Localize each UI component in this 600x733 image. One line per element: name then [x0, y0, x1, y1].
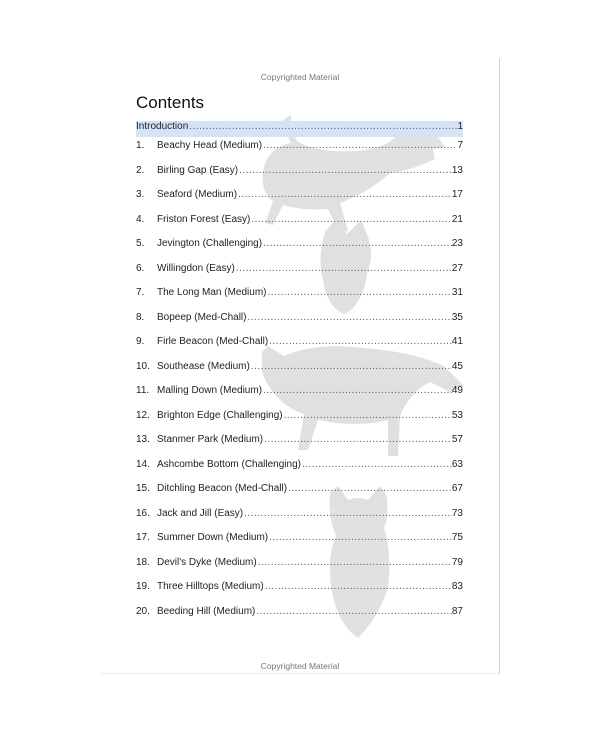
toc-entry-number: 1. — [136, 140, 145, 151]
toc-entry[interactable] — [136, 263, 463, 279]
toc-entry-label: Bopeep (Med-Chall) — [157, 311, 247, 323]
toc-page-number: 63 — [451, 458, 463, 470]
toc-dot-leader — [237, 189, 452, 200]
toc-dot-leader — [250, 361, 452, 372]
toc-entry[interactable] — [136, 459, 463, 475]
toc-dot-leader — [255, 606, 452, 617]
toc-dot-leader — [238, 165, 452, 176]
toc-entry[interactable] — [136, 189, 463, 205]
toc-entry[interactable] — [136, 434, 463, 450]
toc-entry-number: 3. — [136, 189, 145, 200]
toc-dot-leader — [268, 336, 452, 347]
toc-page-number: 41 — [451, 336, 463, 347]
toc-entry-label: Friston Forest (Easy) — [157, 213, 251, 225]
toc-entry-number: 14. — [136, 458, 150, 470]
toc-entry[interactable] — [136, 238, 463, 254]
toc-dot-leader — [262, 140, 457, 151]
toc-dot-leader — [301, 459, 452, 470]
toc-entry[interactable] — [136, 410, 463, 426]
toc-page-number: 7 — [457, 140, 463, 151]
toc-dot-leader — [262, 385, 452, 396]
toc-entry-number: 8. — [136, 311, 145, 323]
toc-entry-introduction[interactable] — [136, 121, 463, 137]
toc-page-number: 21 — [451, 213, 463, 225]
toc-page-number: 27 — [451, 262, 463, 274]
toc-dot-leader — [257, 557, 452, 568]
toc-dot-leader — [267, 287, 452, 298]
toc-entry-number: 19. — [136, 581, 150, 592]
toc-dot-leader — [188, 121, 457, 132]
toc-dot-leader — [283, 410, 452, 421]
toc-entry-label: Beeding Hill (Medium) — [157, 605, 256, 617]
toc-page-number: 57 — [451, 434, 463, 445]
toc-entry-label: Ashcombe Bottom (Challenging) — [157, 458, 301, 470]
toc-entry[interactable] — [136, 140, 463, 156]
toc-entry[interactable] — [136, 287, 463, 303]
toc-entry-label: Willingdon (Easy) — [157, 262, 235, 274]
toc-entry[interactable] — [136, 165, 463, 181]
toc-entry-label: Stanmer Park (Medium) — [157, 434, 264, 445]
toc-entry-number: 18. — [136, 556, 150, 568]
toc-page-number: 17 — [451, 189, 463, 200]
toc-entry-number: 7. — [136, 287, 145, 298]
toc-entry-label: The Long Man (Medium) — [157, 287, 267, 298]
copyright-footer: Copyrighted Material — [260, 661, 340, 671]
toc-page-number: 53 — [451, 409, 463, 421]
toc-entry[interactable] — [136, 214, 463, 230]
toc-entry-label: Birling Gap (Easy) — [157, 164, 239, 176]
toc-entry-label: Devil's Dyke (Medium) — [157, 556, 257, 568]
toc-page-number: 13 — [451, 164, 463, 176]
toc-page-number: 1 — [457, 121, 463, 132]
toc-page-number: 73 — [451, 507, 463, 519]
toc-entry-label: Brighton Edge (Challenging) — [157, 409, 283, 421]
toc-entry-label: Jevington (Challenging) — [157, 238, 263, 249]
toc-entry[interactable] — [136, 581, 463, 597]
toc-page-number: 45 — [451, 360, 463, 372]
toc-dot-leader — [250, 214, 452, 225]
toc-entry[interactable] — [136, 385, 463, 401]
toc-entry-label: Seaford (Medium) — [157, 189, 238, 200]
toc-entry-number: 15. — [136, 483, 150, 494]
toc-page-number: 35 — [451, 311, 463, 323]
page-title: Contents — [136, 93, 205, 112]
toc-entry[interactable] — [136, 336, 463, 352]
toc-entry[interactable] — [136, 557, 463, 573]
toc-entry-number: 10. — [136, 360, 150, 372]
toc-page-number: 31 — [451, 287, 463, 298]
toc-entry-number: 16. — [136, 507, 150, 519]
toc-entry-label: Southease (Medium) — [157, 360, 250, 372]
toc-dot-leader — [263, 434, 452, 445]
toc-entry-number: 12. — [136, 409, 150, 421]
toc-dot-leader — [262, 238, 452, 249]
toc-entry-label: Malling Down (Medium) — [157, 385, 263, 396]
toc-dot-leader — [243, 508, 452, 519]
toc-page-number: 83 — [451, 581, 463, 592]
copyright-header: Copyrighted Material — [260, 72, 340, 82]
toc-entry-number: 17. — [136, 532, 150, 543]
toc-page-number: 23 — [451, 238, 463, 249]
toc-page-number: 79 — [451, 556, 463, 568]
toc-dot-leader — [264, 581, 452, 592]
toc-dot-leader — [235, 263, 452, 274]
toc-entry[interactable] — [136, 312, 463, 328]
toc-dot-leader — [268, 532, 452, 543]
toc-dot-leader — [287, 483, 452, 494]
toc-entry-label: Introduction — [136, 121, 189, 132]
toc-page-number: 67 — [451, 483, 463, 494]
toc-entry-number: 20. — [136, 605, 150, 617]
toc-page-number: 49 — [451, 385, 463, 396]
toc-entry[interactable] — [136, 361, 463, 377]
toc-entry[interactable] — [136, 483, 463, 499]
toc-entry[interactable] — [136, 606, 463, 622]
toc-entry-number: 9. — [136, 336, 145, 347]
toc-entry-number: 2. — [136, 164, 145, 176]
toc-entry-label: Ditchling Beacon (Med-Chall) — [157, 483, 288, 494]
toc-entry-number: 11. — [136, 385, 150, 396]
toc-page-number: 75 — [451, 532, 463, 543]
toc-entry[interactable] — [136, 532, 463, 548]
toc-dot-leader — [247, 312, 452, 323]
toc-entry-label: Beachy Head (Medium) — [157, 140, 263, 151]
toc-entry-number: 6. — [136, 262, 145, 274]
toc-page-number: 87 — [451, 605, 463, 617]
toc-entry-label: Three Hilltops (Medium) — [157, 581, 264, 592]
toc-entry-number: 5. — [136, 238, 145, 249]
toc-entry[interactable] — [136, 508, 463, 524]
toc-entry-label: Firle Beacon (Med-Chall) — [157, 336, 269, 347]
toc-entry-number: 4. — [136, 213, 145, 225]
toc-entry-label: Summer Down (Medium) — [157, 532, 269, 543]
toc-entry-number: 13. — [136, 434, 150, 445]
toc-entry-label: Jack and Jill (Easy) — [157, 507, 244, 519]
